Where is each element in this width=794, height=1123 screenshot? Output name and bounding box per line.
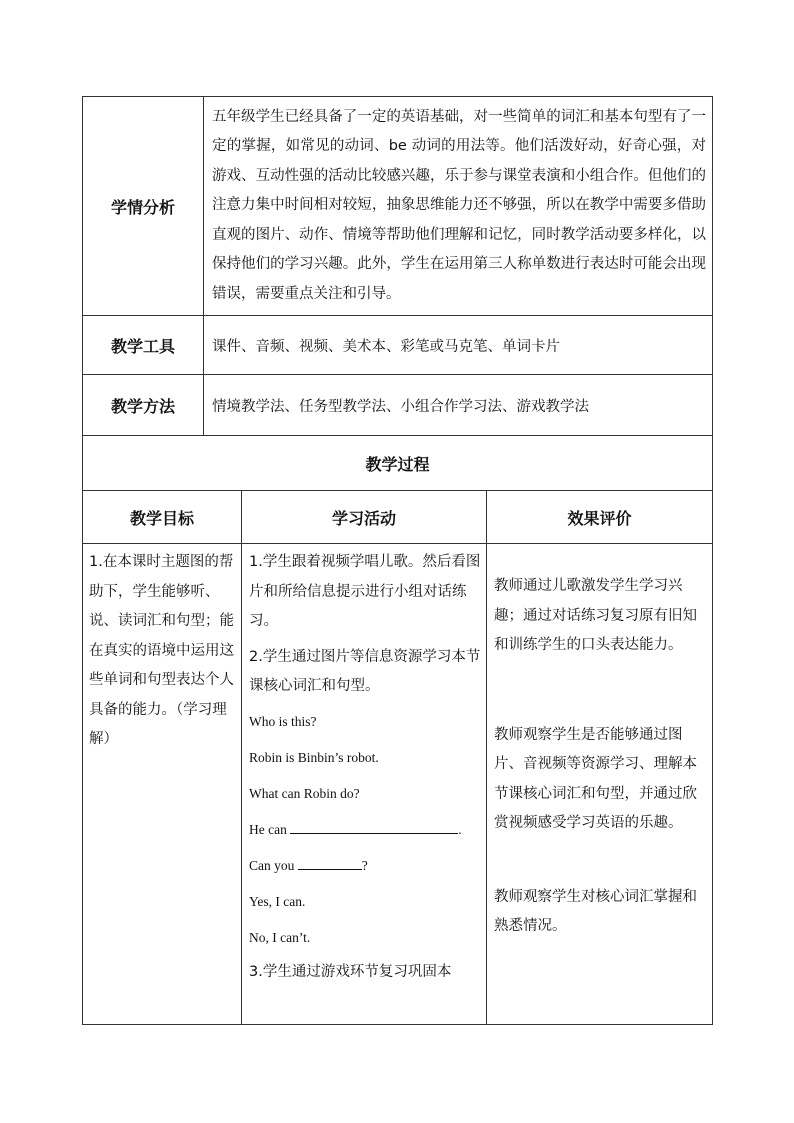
header-evaluation: 效果评价 bbox=[487, 491, 713, 544]
methods-text: 情境教学法、任务型教学法、小组合作学习法、游戏教学法 bbox=[204, 375, 713, 436]
evaluation-2: 教师观察学生是否能够通过图片、音视频等资源学习、理解本节课核心词汇和句型，并通过欣赏视频感受学习英语的乐趣。 bbox=[494, 726, 697, 831]
goal-cell bbox=[83, 544, 242, 1025]
methods-label: 教学方法 bbox=[83, 375, 204, 436]
process-header-row bbox=[83, 491, 713, 544]
blank-line-1 bbox=[290, 819, 458, 834]
evaluation-3: 教师观察学生对核心词汇掌握和熟悉情况。 bbox=[494, 888, 697, 934]
activity-3: 3.学生通过游戏环节复习巩固本 bbox=[249, 963, 452, 980]
evaluation-cell bbox=[487, 544, 713, 1025]
methods-row bbox=[83, 375, 713, 436]
tools-text: 课件、音频、视频、美术本、彩笔或马克笔、单词卡片 bbox=[204, 316, 713, 375]
dialog-line-5-end: ? bbox=[361, 857, 368, 873]
evaluation-1: 教师通过儿歌激发学生学习兴趣；通过对话练习复习原有旧知和训练学生的口头表达能力。 bbox=[494, 578, 697, 653]
analysis-text: 五年级学生已经具备了一定的英语基础，对一些简单的词汇和基本句型有了一定的掌握，如常见的动词、be 动词的用法等。他们活泼好动，好奇心强，对游戏、互动性强的活动比较感兴趣，乐于参与课堂表演和小组合作。但他们的注意力集中时间相对较短，抽象思维能力还不够强，所以在教学中需要多借助直观的图片、动作、情境等帮助他们理解和记忆，同时教学活动要多样化，以保持他们的学习兴趣。此外，学生在运用第三人称单数进行表达时可能会出现错误，需要重点关注和引导。 bbox=[204, 97, 713, 316]
tools-row bbox=[83, 316, 713, 375]
dialog-line-1: Who is this? bbox=[249, 713, 317, 729]
header-goal: 教学目标 bbox=[83, 491, 242, 544]
dialog-line-4-end: . bbox=[458, 821, 462, 837]
dialog-line-5-start: Can you bbox=[249, 857, 295, 873]
activity-2: 2.学生通过图片等信息资源学习本节课核心词汇和句型。 bbox=[249, 648, 481, 694]
dialog-line-4 bbox=[249, 812, 482, 848]
header-activity: 学习活动 bbox=[242, 491, 487, 544]
process-title: 教学过程 bbox=[83, 436, 713, 491]
dialog-line-4-start: He can bbox=[249, 821, 287, 837]
activity-1: 1.学生跟着视频学唱儿歌。然后看图片和所给信息提示进行小组对话练习。 bbox=[249, 554, 481, 629]
dialog-line-3: What can Robin do? bbox=[249, 785, 360, 801]
analysis-row bbox=[83, 97, 713, 316]
lesson-plan-table bbox=[82, 96, 713, 1025]
analysis-label: 学情分析 bbox=[83, 97, 204, 316]
process-title-row bbox=[83, 436, 713, 491]
goal-text: 1.在本课时主题图的帮助下，学生能够听、说、读词汇和句型；能在真实的语境中运用这些单词和句型表达个人具备的能力。（学习理解） bbox=[89, 554, 234, 747]
dialog-line-7: No, I can’t. bbox=[249, 929, 311, 945]
dialog-line-6: Yes, I can. bbox=[249, 893, 306, 909]
tools-label: 教学工具 bbox=[83, 316, 204, 375]
process-content-row bbox=[83, 544, 713, 1025]
blank-line-2 bbox=[298, 855, 362, 870]
dialog-line-2: Robin is Binbin’s robot. bbox=[249, 749, 379, 765]
activity-cell bbox=[242, 544, 487, 1025]
dialog-line-5 bbox=[249, 848, 482, 884]
